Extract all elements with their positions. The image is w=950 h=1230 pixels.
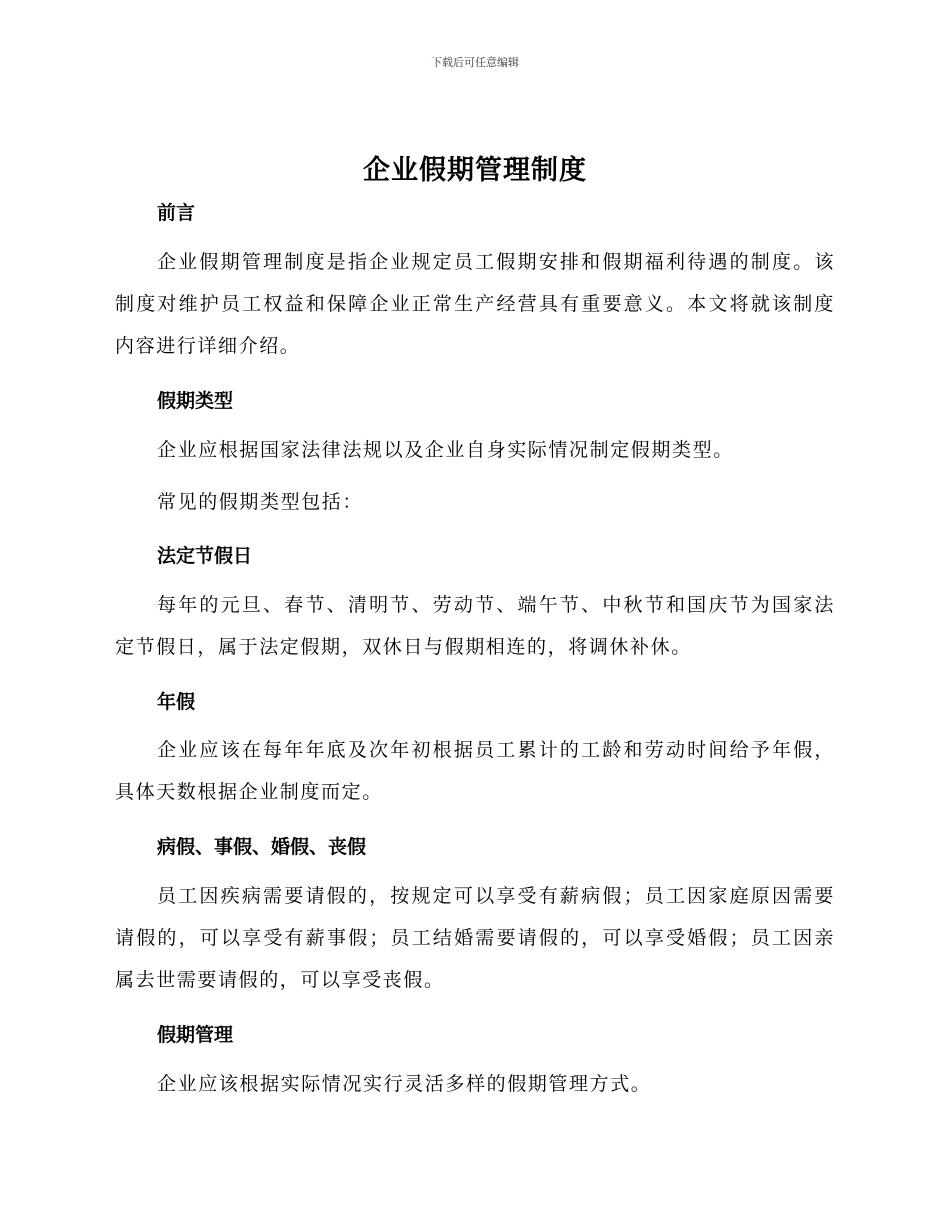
section-heading-types: 假期类型 [157,390,234,412]
paragraph-annual: 企业应该在每年年底及次年初根据员工累计的工龄和劳动时间给予年假，具体天数根据企业制度而定。 [115,739,835,803]
paragraph-preface: 企业假期管理制度是指企业规定员工假期安排和假期福利待遇的制度。该制度对维护员工权益和保障企业正常生产经营具有重要意义。本文将就该制度内容进行详细介绍。 [115,251,835,357]
paragraph-leave: 员工因疾病需要请假的，按规定可以享受有薪病假；员工因家庭原因需要请假的，可以享受有薪事假；员工结婚需要请假的，可以享受婚假；员工因亲属去世需要请假的，可以享受丧假。 [115,885,835,991]
section-heading-management: 假期管理 [157,1024,234,1046]
section-heading-leave: 病假、事假、婚假、丧假 [157,836,367,858]
paragraph-types-2: 常见的假期类型包括： [157,491,364,513]
section-heading-holidays: 法定节假日 [157,545,253,567]
section-heading-preface: 前言 [157,202,196,224]
section-heading-annual: 年假 [157,691,196,713]
paragraph-holidays: 每年的元旦、春节、清明节、劳动节、端午节、中秋节和国庆节为国家法定节假日，属于法定假期，双休日与假期相连的，将调休补休。 [115,594,835,658]
header-note: 下载后可任意编辑 [431,56,519,69]
document-title: 企业假期管理制度 [363,155,587,186]
paragraph-types-1: 企业应根据国家法律法规以及企业自身实际情况制定假期类型。 [157,439,734,461]
paragraph-management: 企业应该根据实际情况实行灵活多样的假期管理方式。 [157,1073,652,1095]
